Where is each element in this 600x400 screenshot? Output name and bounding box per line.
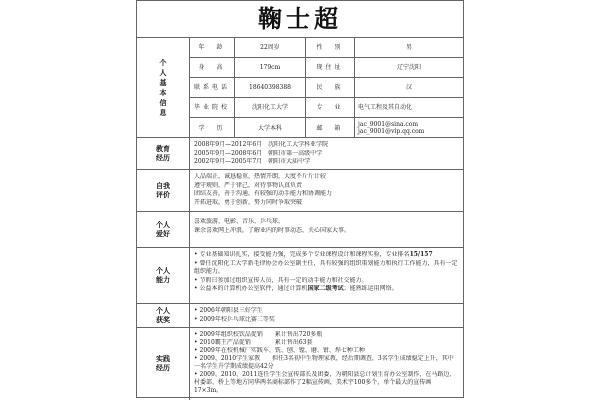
list-item: • 专业基础知识扎实，接受能力强，完成多个专业课程设计和课程实验，专业排名15/157 (194, 251, 459, 260)
list-item: 课余喜欢网上冲浪，了解业内的时事动态，关心国家大事。 (194, 226, 351, 234)
section-label (137, 38, 190, 137)
section-label: 个人获奖 (137, 304, 190, 327)
list-item: • 2006年朝阳县三好学生 (194, 307, 459, 316)
resume-sheet (136, 0, 464, 398)
info-field-value: 179cm (235, 58, 306, 78)
section-personal-info (137, 38, 463, 138)
info-field-value: 电气工程及其自动化 (355, 98, 463, 118)
section-label: 个人能力 (137, 248, 190, 303)
list-item: • 2009年校乒乓球比赛二等奖 (194, 316, 459, 325)
section-awards (137, 304, 463, 328)
info-field-value: 大学本科 (235, 118, 306, 138)
list-item: 人品端正，诚恳稳重，热情开朗，大度不斤斤计较 (194, 173, 327, 180)
list-item: 2008年9月—2012年6月 沈阳化工大学科亚学院 (194, 141, 329, 148)
personal-info-grid (190, 38, 463, 137)
practice-list (190, 328, 463, 400)
awards-list (190, 304, 463, 327)
info-field-value: 22周岁 (235, 38, 306, 58)
info-field-value: 沈阳化工大学 (235, 98, 306, 118)
section-education (137, 138, 463, 170)
info-field-label: 性 别 (306, 38, 355, 58)
info-field-label: 学 历 (190, 118, 235, 138)
section-label: 实践经历 (137, 328, 190, 400)
section-practice (137, 328, 463, 400)
info-field-value: 汉 (355, 78, 463, 98)
personal-label: 个人基本信息 (159, 58, 167, 117)
list-item: • 公益本的计算机办公室软件，通过计算机国家二级考试；能熟练运用网络。 (194, 285, 459, 294)
info-field-label: 身 高 (190, 58, 235, 78)
section-label: 教育经历 (137, 138, 190, 169)
section-label: 自我评价 (137, 170, 190, 211)
list-item: • 2009、2010、2011连任学生会宣传部长及团委，为朝阳县总计划生育办公室制作，在马路边、村委部、桥上等地方同华两名商标部作了2幅宣传画，美术宇100多个，单个最大的宣传画17×3m。 (194, 371, 459, 395)
hobbies-list (190, 212, 463, 247)
info-field-label: 民 族 (306, 78, 355, 98)
list-item: 2005年9月—2008年6月 朝阳市第一高级中学 (194, 149, 323, 157)
info-field-label: 现住址 (306, 58, 355, 78)
list-item: 开拓进取，勇于创新，努力同时争取突破 (194, 198, 303, 206)
education-list (190, 138, 463, 169)
section-hobbies (137, 212, 463, 248)
list-item: 2002年9月—2005年7月 朝阳市大庙中学 (194, 158, 311, 166)
resume-name-title: 鞠士超 (137, 1, 463, 38)
ability-list (190, 248, 463, 303)
section-ability (137, 248, 463, 304)
list-item: 团结友善，善于沟通，有较强的动手能力和协调能力 (194, 190, 333, 198)
list-item: • 2009、2010学生家教 担任3名初中生物理家教，经后期调查，3名学生成绩稳定上升，其中一名学生升学期成绩提高42分 (194, 355, 459, 371)
info-field-value: 辽宁沈阳 (355, 58, 463, 78)
info-field-value: 18640398388 (235, 78, 306, 98)
list-item: • 2009年在校机械厂实践车、铣、刨、镗、磨、钳、焊七种工种 (194, 347, 459, 355)
list-item: 遵守规则，严于律己，对待事物认真负责 (194, 181, 303, 189)
section-self-evaluation (137, 170, 463, 212)
list-item: • 2010霸王产品促销 累计售出63套 (194, 339, 459, 347)
info-field-label: 专 业 (306, 98, 355, 118)
info-field-label: 联系电话 (190, 78, 235, 98)
list-item: • 2009年组织校饮品促销 累计售出720多瓶 (194, 331, 459, 339)
section-label: 个人爱好 (137, 212, 190, 247)
info-field-label: 年 龄 (190, 38, 235, 58)
info-field-label: 邮 箱 (306, 118, 355, 138)
list-item: 喜欢旅游、电影、音乐、乒乓球。 (194, 218, 285, 225)
list-item: • 曾任沈阳化工大学新毛律协会办公室副主任，具有较强的组织策划能力和执行工作能力，具有一定组织能力。 (194, 260, 459, 277)
self-evaluation-list (190, 170, 463, 211)
info-field-value: 男 (355, 38, 463, 58)
info-field-label: 毕业院校 (190, 98, 235, 118)
list-item: • 节假日参加过组织宣传人员，具有一定的动手能力和社交能力。 (194, 277, 459, 286)
info-field-value: jac_9001@sina.com jac_9001@vip.qq.com (358, 121, 425, 135)
